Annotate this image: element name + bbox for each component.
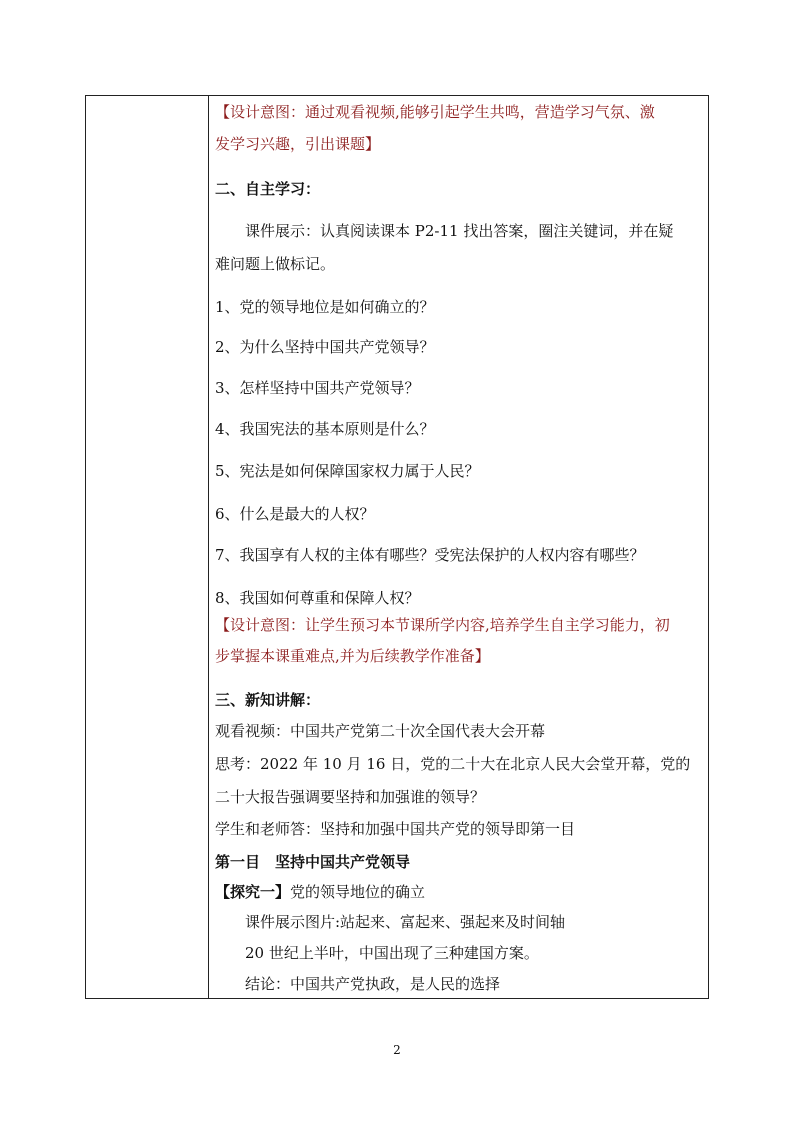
conclusion-line: 结论：中国共产党执政，是人民的选择 [245, 975, 501, 993]
question-3: 3、怎样坚持中国共产党领导？ [215, 379, 420, 397]
inquiry-one-line [215, 883, 425, 901]
think-question-line-2: 二十大报告强调要坚持和加强谁的领导？ [215, 788, 486, 806]
question-4: 4、我国宪法的基本原则是什么？ [215, 420, 435, 438]
question-8: 8、我国如何尊重和保障人权？ [215, 589, 420, 607]
inquiry-one-text: 党的领导地位的确立 [290, 883, 426, 901]
question-7: 7、我国享有人权的主体有哪些？受宪法保护的人权内容有哪些？ [215, 546, 645, 564]
question-1: 1、党的领导地位是如何确立的？ [215, 298, 435, 316]
design-intent-1-line-1: 【设计意图：通过观看视频,能够引起学生共鸣，营造学习气氛、激 [215, 103, 655, 121]
page-number: 2 [393, 1043, 401, 1057]
subsection-title: 第一目 坚持中国共产党领导 [215, 853, 411, 871]
question-6: 6、什么是最大的人权？ [215, 505, 375, 523]
inquiry-one-tag: 【探究一】 [215, 883, 291, 901]
design-intent-2-line-1: 【设计意图：让学生预习本节课所学内容,培养学生自主学习能力，初 [215, 616, 670, 634]
video-line: 观看视频：中国共产党第二十次全国代表大会开幕 [215, 722, 546, 740]
section-heading-new-knowledge: 三、新知讲解： [215, 691, 321, 709]
question-5: 5、宪法是如何保障国家权力属于人民？ [215, 462, 480, 480]
self-study-instruction-line-1: 课件展示：认真阅读课本 P2-11 找出答案，圈注关键词，并在疑 [245, 222, 674, 240]
design-intent-1-line-2: 发学习兴趣，引出课题】 [215, 135, 381, 153]
answer-line: 学生和老师答：坚持和加强中国共产党的领导即第一目 [215, 820, 576, 838]
section-heading-self-study: 二、自主学习： [215, 180, 321, 198]
design-intent-2-line-2: 步掌握本课重难点,并为后续教学作准备】 [215, 647, 490, 665]
courseware-images-line: 课件展示图片:站起来、富起来、强起来及时间轴 [245, 913, 566, 931]
table-left-column [86, 96, 209, 998]
question-2: 2、为什么坚持中国共产党领导？ [215, 338, 435, 356]
history-line: 20 世纪上半叶，中国出现了三种建国方案。 [245, 944, 539, 962]
self-study-instruction-line-2: 难问题上做标记。 [215, 255, 336, 273]
think-question-line-1: 思考：2022 年 10 月 16 日，党的二十大在北京人民大会堂开幕，党的 [215, 755, 691, 773]
